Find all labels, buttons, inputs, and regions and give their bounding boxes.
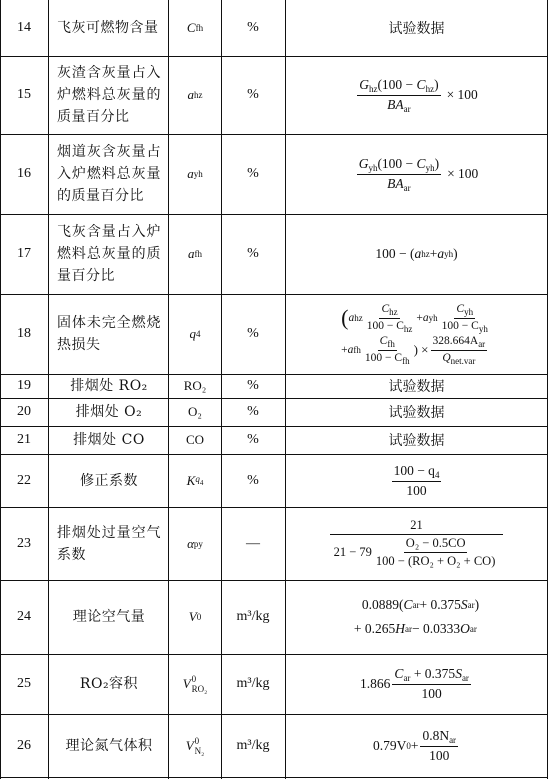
parameter-symbol: CO: [185, 432, 205, 447]
parameter-unit: m³/kg: [236, 738, 270, 753]
parameter-name: 飞灰含量占入炉燃料总灰量的质量百分比: [57, 224, 161, 284]
parameter-symbol: V 0 RO₂: [182, 674, 208, 694]
parameter-symbol: C fh: [186, 20, 204, 35]
parameter-name: 排烟处过量空气系数: [57, 524, 161, 563]
parameter-name: RO₂容积: [79, 676, 139, 692]
table-row: [0, 56, 548, 134]
parameter-name: 理论空气量: [72, 609, 146, 625]
parameter-formula: 0.0889( C ar + 0.375 S ar ) + 0.265 H ar − 0.0333 O ar: [353, 597, 480, 636]
row-number: 24: [17, 609, 31, 624]
row-divider: [0, 134, 548, 135]
parameter-symbol: O₂: [188, 404, 202, 419]
row-divider: [0, 654, 548, 655]
row-number: 15: [17, 87, 31, 102]
row-number: 20: [17, 404, 31, 419]
parameter-formula: 21 21 − 79 $\frac{\text{O₂ − 0.5CO}}{\text{100 − (RO₂ + O₂ + CO)}}$: [285, 507, 548, 580]
row-divider: [0, 214, 548, 215]
parameter-symbol: a fh: [188, 246, 202, 261]
row-divider: [0, 426, 548, 427]
table-row: [0, 134, 548, 214]
parameter-unit: %: [247, 246, 259, 261]
table-row: [0, 426, 548, 454]
parameter-symbol: a hz: [187, 87, 203, 102]
parameter-name: 飞灰可燃物含量: [57, 20, 159, 36]
table-row: [0, 454, 548, 507]
table-row: [0, 580, 548, 654]
row-number: 21: [17, 432, 31, 447]
table-border-bottom: [0, 777, 548, 778]
parameter-symbol: V 0 N₂: [185, 736, 205, 756]
parameter-unit: %: [247, 326, 259, 341]
parameter-unit: %: [247, 166, 259, 181]
parameter-name: 理论氮气体积: [65, 738, 153, 754]
table-border-left: [0, 0, 1, 779]
parameter-formula: ( a hz $\frac{C_{hz}}{100 - C_{hz}}$ + a yh $\frac{C_{yh}}{100 - C_{yh}}$ + a fh $\frac{C_{fh}}{100 - C_{fh}}$ ) × $\frac{328.664A_{ar}}{Q_{net.var}}$: [341, 302, 488, 366]
column-divider: [221, 0, 222, 779]
table-row: [0, 507, 548, 580]
parameter-unit: %: [247, 472, 259, 488]
parameter-formula: 100 − ( a hz + a yh ): [375, 246, 458, 261]
row-number: 16: [17, 166, 31, 181]
table-row: [0, 654, 548, 714]
parameter-formula: 试验数据: [388, 433, 445, 449]
table-border-right: [547, 0, 548, 779]
row-divider: [0, 374, 548, 375]
row-divider: [0, 56, 548, 57]
parameter-unit: %: [247, 404, 259, 419]
parameter-formula: 0.79V 0 + $\frac{0.8N_{ar}}{100}$: [372, 728, 457, 763]
row-divider: [0, 398, 548, 399]
parameter-formula: $\frac{G_{hz}(100 - C_{hz})}{BA_{ar}}$ × 100: [359, 76, 478, 114]
parameter-name: 固体未完全燃烧热损失: [57, 315, 161, 353]
parameter-unit: %: [247, 20, 259, 35]
parameter-formula: 1.866 $\frac{C_{ar} + 0.375S_{ar}}{100}$: [360, 666, 469, 701]
table-row: [0, 374, 548, 398]
table-row: [0, 398, 548, 426]
parameter-unit: m³/kg: [236, 609, 270, 624]
parameter-unit: %: [247, 87, 259, 102]
row-number: 26: [17, 738, 31, 753]
parameter-symbol: q 4: [189, 326, 201, 341]
row-number: 18: [17, 326, 31, 341]
column-divider: [285, 0, 286, 779]
parameter-formula: 试验数据: [388, 405, 445, 421]
row-number: 25: [17, 676, 31, 691]
parameter-name: 排烟处 CO: [73, 432, 145, 448]
table-row: [0, 714, 548, 778]
parameter-name: 烟道灰含灰量占入炉燃料总灰量的质量百分比: [57, 144, 161, 204]
parameter-symbol: α py: [187, 535, 203, 551]
parameter-unit: —: [246, 535, 260, 551]
row-number: 14: [17, 20, 31, 35]
row-divider: [0, 580, 548, 581]
row-number: 17: [17, 246, 31, 261]
row-divider: [0, 507, 548, 508]
parameter-unit: %: [247, 432, 259, 447]
table-row: [0, 214, 548, 294]
parameter-name: 排烟处 RO₂: [70, 378, 148, 394]
row-number: 22: [17, 472, 31, 488]
parameter-formula: $\frac{100 - q_4}{100}$: [393, 462, 440, 498]
parameter-formula: $\frac{G_{yh}(100 - C_{yh})}{BA_{ar}}$ × 100: [358, 155, 479, 193]
row-divider: [0, 454, 548, 455]
row-divider: [0, 714, 548, 715]
parameter-symbol: a yh: [187, 166, 203, 181]
parameter-name: 修正系数: [80, 472, 138, 489]
parameter-symbol: K $q_4$: [186, 472, 204, 488]
parameter-formula: 试验数据: [388, 379, 445, 395]
column-divider: [168, 0, 169, 779]
parameter-symbol: V 0: [188, 609, 202, 624]
parameter-formula: 试验数据: [388, 21, 445, 37]
table-row: [0, 294, 548, 374]
row-divider: [0, 294, 548, 295]
row-number: 19: [17, 378, 31, 393]
column-divider: [48, 0, 49, 779]
parameter-name: 排烟处 O₂: [75, 404, 143, 420]
parameter-unit: m³/kg: [236, 676, 270, 691]
parameter-symbol: RO₂: [183, 378, 207, 393]
parameter-unit: %: [247, 378, 259, 393]
parameter-name: 灰渣含灰量占入炉燃料总灰量的质量百分比: [57, 65, 161, 125]
row-number: 23: [17, 535, 31, 551]
table-row: [0, 0, 548, 56]
